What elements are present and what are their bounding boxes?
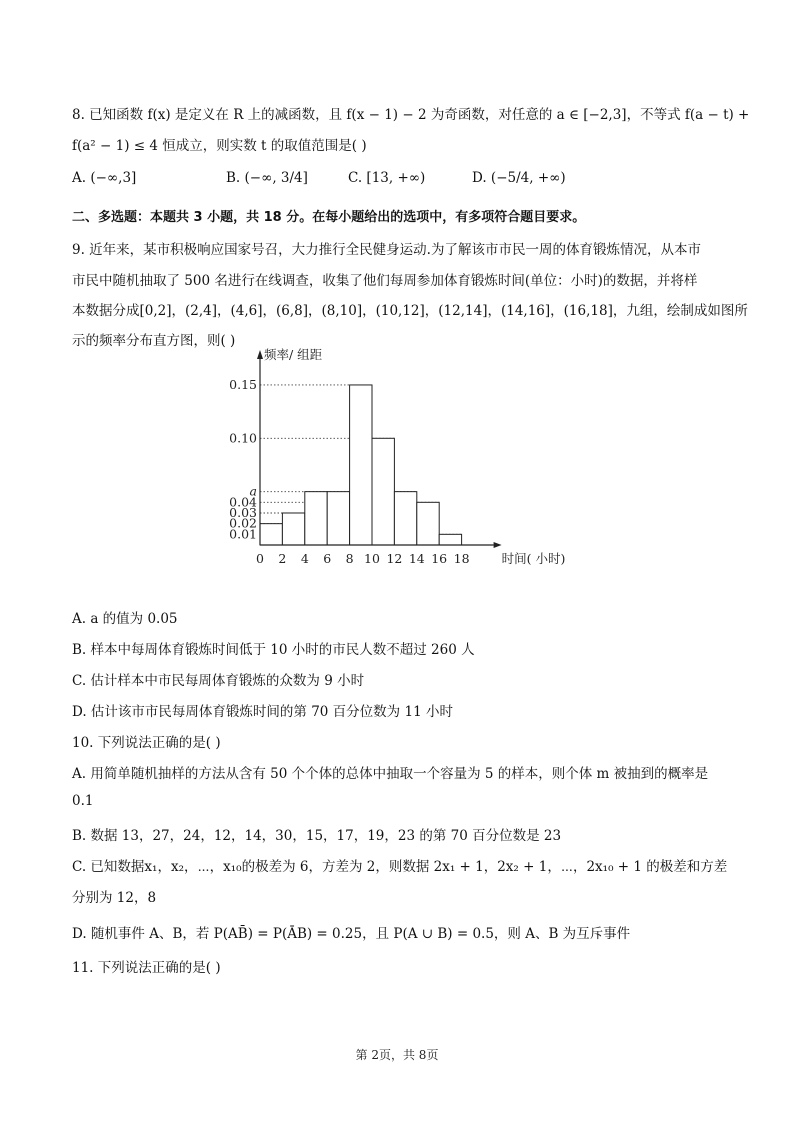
x-tick-label-12: 12 <box>386 551 403 566</box>
bar-2-4 <box>282 513 304 545</box>
q8-line1: 8. 已知函数 f(x) 是定义在 R 上的减函数，且 f(x − 1) − 2 为奇函数，对任意的 a ∈ [−2,3]，不等式 f(a − t) + <box>72 107 750 123</box>
q10-option-b: B. 数据 13，27，24，12，14，30，15，17，19，23 的第 70 百分位数是 23 <box>72 828 562 844</box>
x-tick-label-2: 2 <box>278 551 287 566</box>
q9-line2: 市民中随机抽取了 500 名进行在线调查，收集了他们每周参加体育锻炼时间(单位：小时)的数据，并将样 <box>72 273 698 289</box>
q9-line3: 本数据分成[0,2]，(2,4]，(4,6]，(6,8]，(8,10]，(10,12]，(12,14]，(14,16]，(16,18]，九组，绘制成如图所 <box>72 303 748 319</box>
y-tick-label-1: 0.02 <box>229 515 257 531</box>
x-tick-label-14: 14 <box>408 551 425 566</box>
y-tick-label-6: 0.15 <box>229 376 257 392</box>
y-axis-title: 频率/ 组距 <box>264 347 323 362</box>
q8-option-d: D. (−5/4, +∞) <box>472 170 566 186</box>
q9-option-c: C. 估计样本中市民每周体育锻炼的众数为 9 小时 <box>72 673 365 689</box>
y-tick-label-0: 0.01 <box>229 526 257 542</box>
bar-16-18 <box>439 534 461 545</box>
bar-6-8 <box>327 492 349 545</box>
bar-10-12 <box>372 438 394 545</box>
x-tick-label-18: 18 <box>453 551 470 566</box>
q10-option-a-line1: A. 用简单随机抽样的方法从含有 50 个个体的总体中抽取一个容量为 5 的样本，则个体 m 被抽到的概率是 <box>72 766 709 782</box>
x-tick-label-6: 6 <box>323 551 332 566</box>
q8-option-b: B. (−∞, 3/4] <box>226 170 308 186</box>
q9-line1: 9. 近年来，某市积极响应国家号召，大力推行全民健身运动.为了解该市市民一周的体育锻炼情况，从本市 <box>72 242 701 258</box>
y-tick-label-3: 0.04 <box>229 494 257 510</box>
q10-option-a-line2: 0.1 <box>72 793 94 809</box>
x-tick-label-0: 0 <box>256 551 264 566</box>
q10-title: 10. 下列说法正确的是( ) <box>72 735 221 751</box>
x-axis-title: 时间( 小时) <box>501 551 566 566</box>
q9-line4: 示的频率分布直方图，则( ) <box>72 333 236 349</box>
q9-option-a: A. a 的值为 0.05 <box>72 611 178 627</box>
q11-title: 11. 下列说法正确的是( ) <box>72 960 221 976</box>
x-tick-label-16: 16 <box>431 551 448 566</box>
q10-option-c-line2: 分别为 12，8 <box>72 890 157 906</box>
q9-option-d: D. 估计该市市民每周体育锻炼时间的第 70 百分位数为 11 小时 <box>72 704 453 720</box>
q8-line2: f(a² − 1) ≤ 4 恒成立，则实数 t 的取值范围是( ) <box>72 138 367 154</box>
bar-4-6 <box>305 492 327 545</box>
q10-option-d: D. 随机事件 A、B，若 P(AB̄) = P(ĀB) = 0.25，且 P(A ∪ B) = 0.5，则 A、B 为互斥事件 <box>72 926 631 942</box>
q9-option-b: B. 样本中每周体育锻炼时间低于 10 小时的市民人数不超过 260 人 <box>72 642 475 658</box>
y-tick-label-4: a <box>249 483 257 499</box>
x-axis-arrow <box>494 542 502 548</box>
q8-option-c: C. [13, +∞) <box>348 170 426 186</box>
q10-option-c-line1: C. 已知数据x₁，x₂，⋯，x₁₀的极差为 6，方差为 2，则数据 2x₁ + 1，2x₂ + 1，⋯，2x₁₀ + 1 的极差和方差 <box>72 859 728 875</box>
bar-0-2 <box>260 524 282 545</box>
q8-option-a: A. (−∞,3] <box>72 170 137 186</box>
section-2-heading: 二、多选题：本题共 3 小题，共 18 分。在每小题给出的选项中，有多项符合题目要求。 <box>72 210 586 225</box>
y-tick-label-2: 0.03 <box>229 504 257 520</box>
y-axis-arrow <box>257 350 263 359</box>
bar-8-10 <box>350 385 372 545</box>
bar-12-14 <box>394 492 416 545</box>
x-tick-label-8: 8 <box>345 551 354 566</box>
x-tick-label-4: 4 <box>300 551 309 566</box>
frequency-histogram <box>228 345 568 575</box>
x-tick-label-10: 10 <box>364 551 380 566</box>
bar-14-16 <box>417 502 439 545</box>
y-tick-label-5: 0.10 <box>229 430 257 446</box>
page-footer: 第 2页，共 8页 <box>355 1048 439 1062</box>
